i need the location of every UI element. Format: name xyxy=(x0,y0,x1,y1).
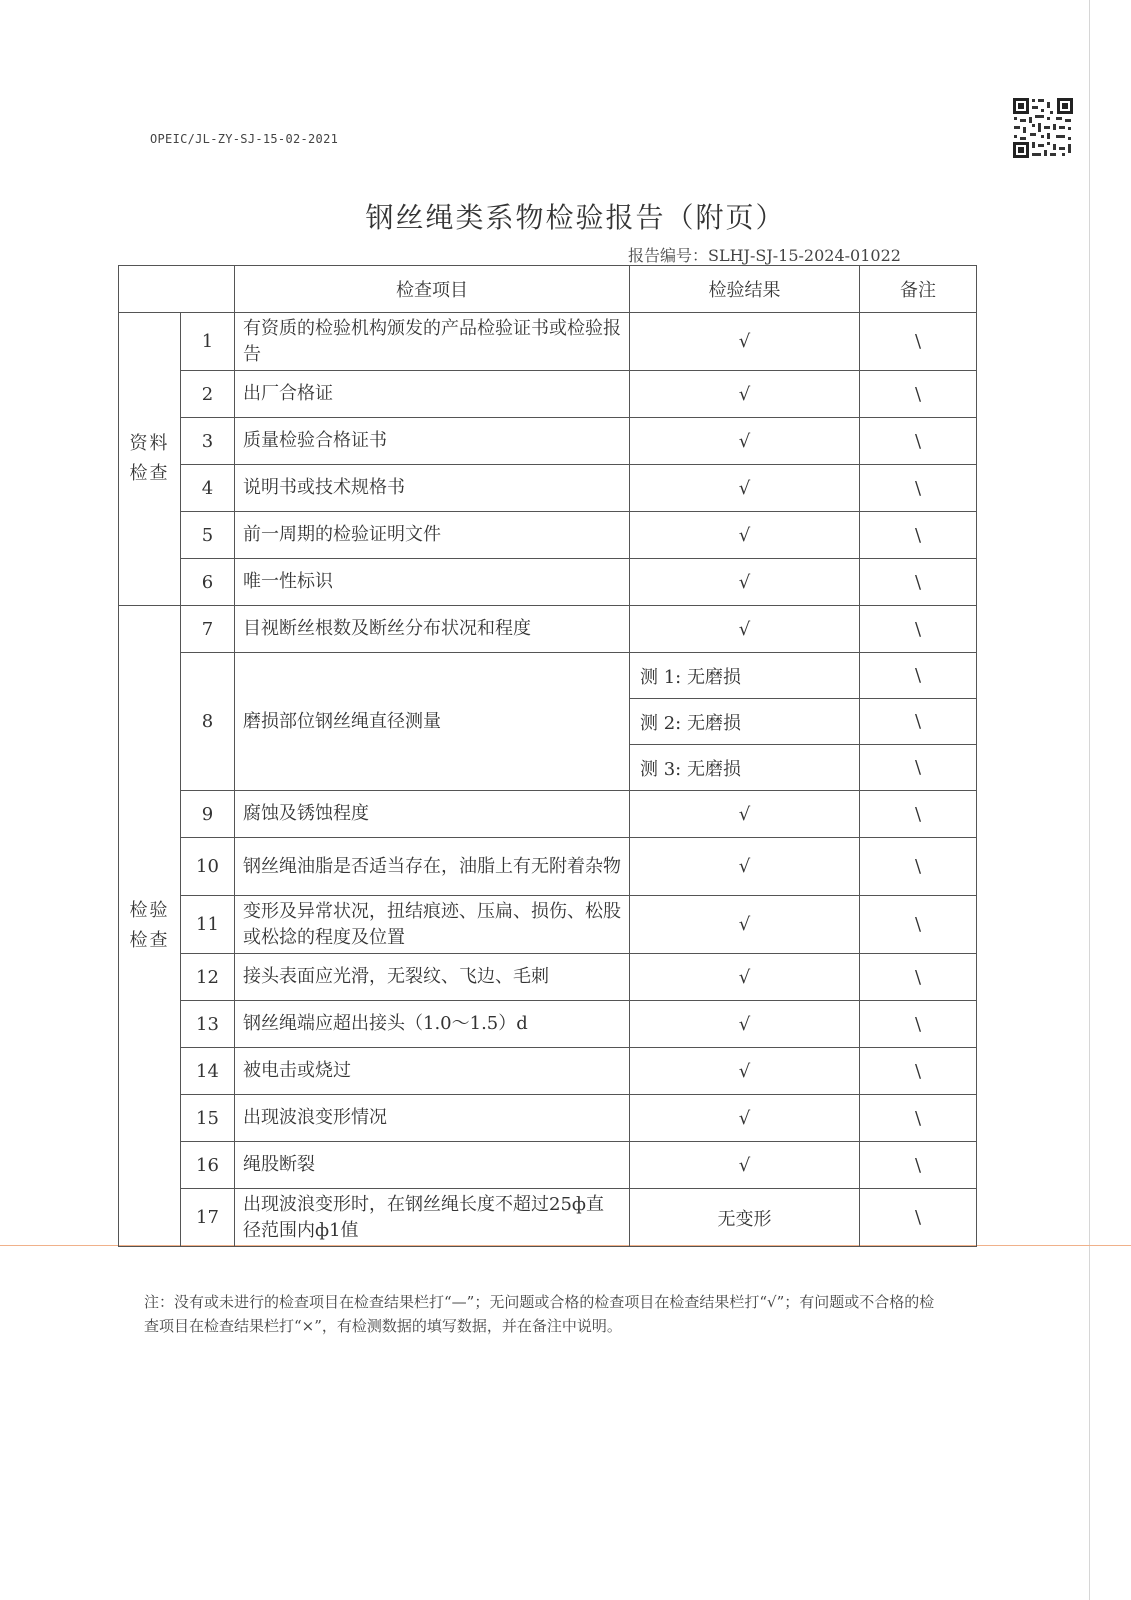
row-remark: \ xyxy=(860,896,977,954)
row-number: 4 xyxy=(181,465,235,512)
row-item: 钢丝绳端应超出接头（1.0～1.5）d xyxy=(235,1001,630,1048)
row-remark: \ xyxy=(860,559,977,606)
row-result: √ xyxy=(630,465,860,512)
row-item: 腐蚀及锈蚀程度 xyxy=(235,791,630,838)
row-item: 出现波浪变形时，在钢丝绳长度不超过25ф直径范围内ф1值 xyxy=(235,1189,630,1247)
inspection-table xyxy=(118,265,977,1247)
row-result: √ xyxy=(630,512,860,559)
table-row xyxy=(119,371,977,418)
row-remark: \ xyxy=(860,1142,977,1189)
row-remark: \ xyxy=(860,1095,977,1142)
row-number: 3 xyxy=(181,418,235,465)
row-result: √ xyxy=(630,1001,860,1048)
header-remark: 备注 xyxy=(860,266,977,313)
report-number: 报告编号：SLHJ-SJ-15-2024-01022 xyxy=(628,246,901,265)
row-item: 变形及异常状况，扭结痕迹、压扁、损伤、松股或松捻的程度及位置 xyxy=(235,896,630,954)
header-blank xyxy=(119,266,235,313)
footnote: 注：没有或未进行的检查项目在检查结果栏打“—”；无问题或合格的检查项目在检查结果栏打“√”；有问题或不合格的检查项目在检查结果栏打“×”，有检测数据的填写数据，并在备注中说明。 xyxy=(144,1293,935,1335)
row-item: 前一周期的检验证明文件 xyxy=(235,512,630,559)
row-item: 磨损部位钢丝绳直径测量 xyxy=(235,653,630,791)
table-row xyxy=(119,954,977,1001)
row-remark: \ xyxy=(860,699,977,745)
page-title: 钢丝绳类系物检验报告（附页） xyxy=(365,201,786,234)
row-item: 有资质的检验机构颁发的产品检验证书或检验报告 xyxy=(235,313,630,371)
document-code: OPEIC/JL-ZY-SJ-15-02-2021 xyxy=(150,132,339,146)
table-row xyxy=(119,1142,977,1189)
row-result: √ xyxy=(630,313,860,371)
category-docs xyxy=(119,313,181,606)
row-result: 测 1: 无磨损 xyxy=(630,653,860,699)
header-result: 检验结果 xyxy=(630,266,860,313)
row-result: 无变形 xyxy=(630,1189,860,1247)
table-row xyxy=(119,313,977,371)
row-remark: \ xyxy=(860,653,977,699)
table-row xyxy=(119,838,977,896)
table-row xyxy=(119,1048,977,1095)
row-number: 15 xyxy=(181,1095,235,1142)
row-remark: \ xyxy=(860,745,977,791)
row-number: 17 xyxy=(181,1189,235,1247)
row-item: 目视断丝根数及断丝分布状况和程度 xyxy=(235,606,630,653)
table-row xyxy=(119,606,977,653)
table-row xyxy=(119,1001,977,1048)
row-result: √ xyxy=(630,418,860,465)
row-result: √ xyxy=(630,954,860,1001)
row-result: √ xyxy=(630,559,860,606)
row-remark: \ xyxy=(860,954,977,1001)
row-item: 钢丝绳油脂是否适当存在，油脂上有无附着杂物 xyxy=(235,838,630,896)
row-remark: \ xyxy=(860,465,977,512)
scan-edge-line xyxy=(1089,0,1090,1600)
table-header-row xyxy=(119,266,977,313)
row-number: 11 xyxy=(181,896,235,954)
table-row xyxy=(119,896,977,954)
row-result: √ xyxy=(630,1142,860,1189)
row-number: 1 xyxy=(181,313,235,371)
row-remark: \ xyxy=(860,606,977,653)
row-result: √ xyxy=(630,606,860,653)
row-remark: \ xyxy=(860,1048,977,1095)
row-result: √ xyxy=(630,371,860,418)
row-number: 8 xyxy=(181,653,235,791)
row-result: √ xyxy=(630,896,860,954)
table-row xyxy=(119,1095,977,1142)
row-remark: \ xyxy=(860,791,977,838)
row-item: 质量检验合格证书 xyxy=(235,418,630,465)
header-item: 检查项目 xyxy=(235,266,630,313)
row-number: 14 xyxy=(181,1048,235,1095)
row-result: √ xyxy=(630,1048,860,1095)
row-item: 接头表面应光滑，无裂纹、飞边、毛刺 xyxy=(235,954,630,1001)
row-result: √ xyxy=(630,838,860,896)
row-item: 出厂合格证 xyxy=(235,371,630,418)
row-remark: \ xyxy=(860,512,977,559)
category-inspection xyxy=(119,606,181,1247)
row-item: 唯一性标识 xyxy=(235,559,630,606)
row-remark: \ xyxy=(860,1189,977,1247)
row-item: 绳股断裂 xyxy=(235,1142,630,1189)
category-docs-label: 资料检查 xyxy=(129,433,170,484)
table-row xyxy=(119,559,977,606)
row-remark: \ xyxy=(860,371,977,418)
table-row xyxy=(119,791,977,838)
row-number: 9 xyxy=(181,791,235,838)
row-remark: \ xyxy=(860,418,977,465)
row-number: 12 xyxy=(181,954,235,1001)
row-result: 测 3: 无磨损 xyxy=(630,745,860,791)
row-remark: \ xyxy=(860,838,977,896)
row-result: √ xyxy=(630,1095,860,1142)
row-item: 被电击或烧过 xyxy=(235,1048,630,1095)
row-remark: \ xyxy=(860,313,977,371)
table-row xyxy=(119,1189,977,1247)
row-item: 出现波浪变形情况 xyxy=(235,1095,630,1142)
row-number: 6 xyxy=(181,559,235,606)
row-result: 测 2: 无磨损 xyxy=(630,699,860,745)
row-number: 5 xyxy=(181,512,235,559)
row-number: 10 xyxy=(181,838,235,896)
row-number: 16 xyxy=(181,1142,235,1189)
table-row xyxy=(119,418,977,465)
row-number: 7 xyxy=(181,606,235,653)
qr-code-icon xyxy=(1012,97,1074,159)
row-remark: \ xyxy=(860,1001,977,1048)
table-row xyxy=(119,512,977,559)
row-number: 2 xyxy=(181,371,235,418)
row-result: √ xyxy=(630,791,860,838)
table-row xyxy=(119,465,977,512)
row-item: 说明书或技术规格书 xyxy=(235,465,630,512)
category-inspection-label: 检验检查 xyxy=(129,900,170,951)
row-number: 13 xyxy=(181,1001,235,1048)
table-row xyxy=(119,653,977,699)
